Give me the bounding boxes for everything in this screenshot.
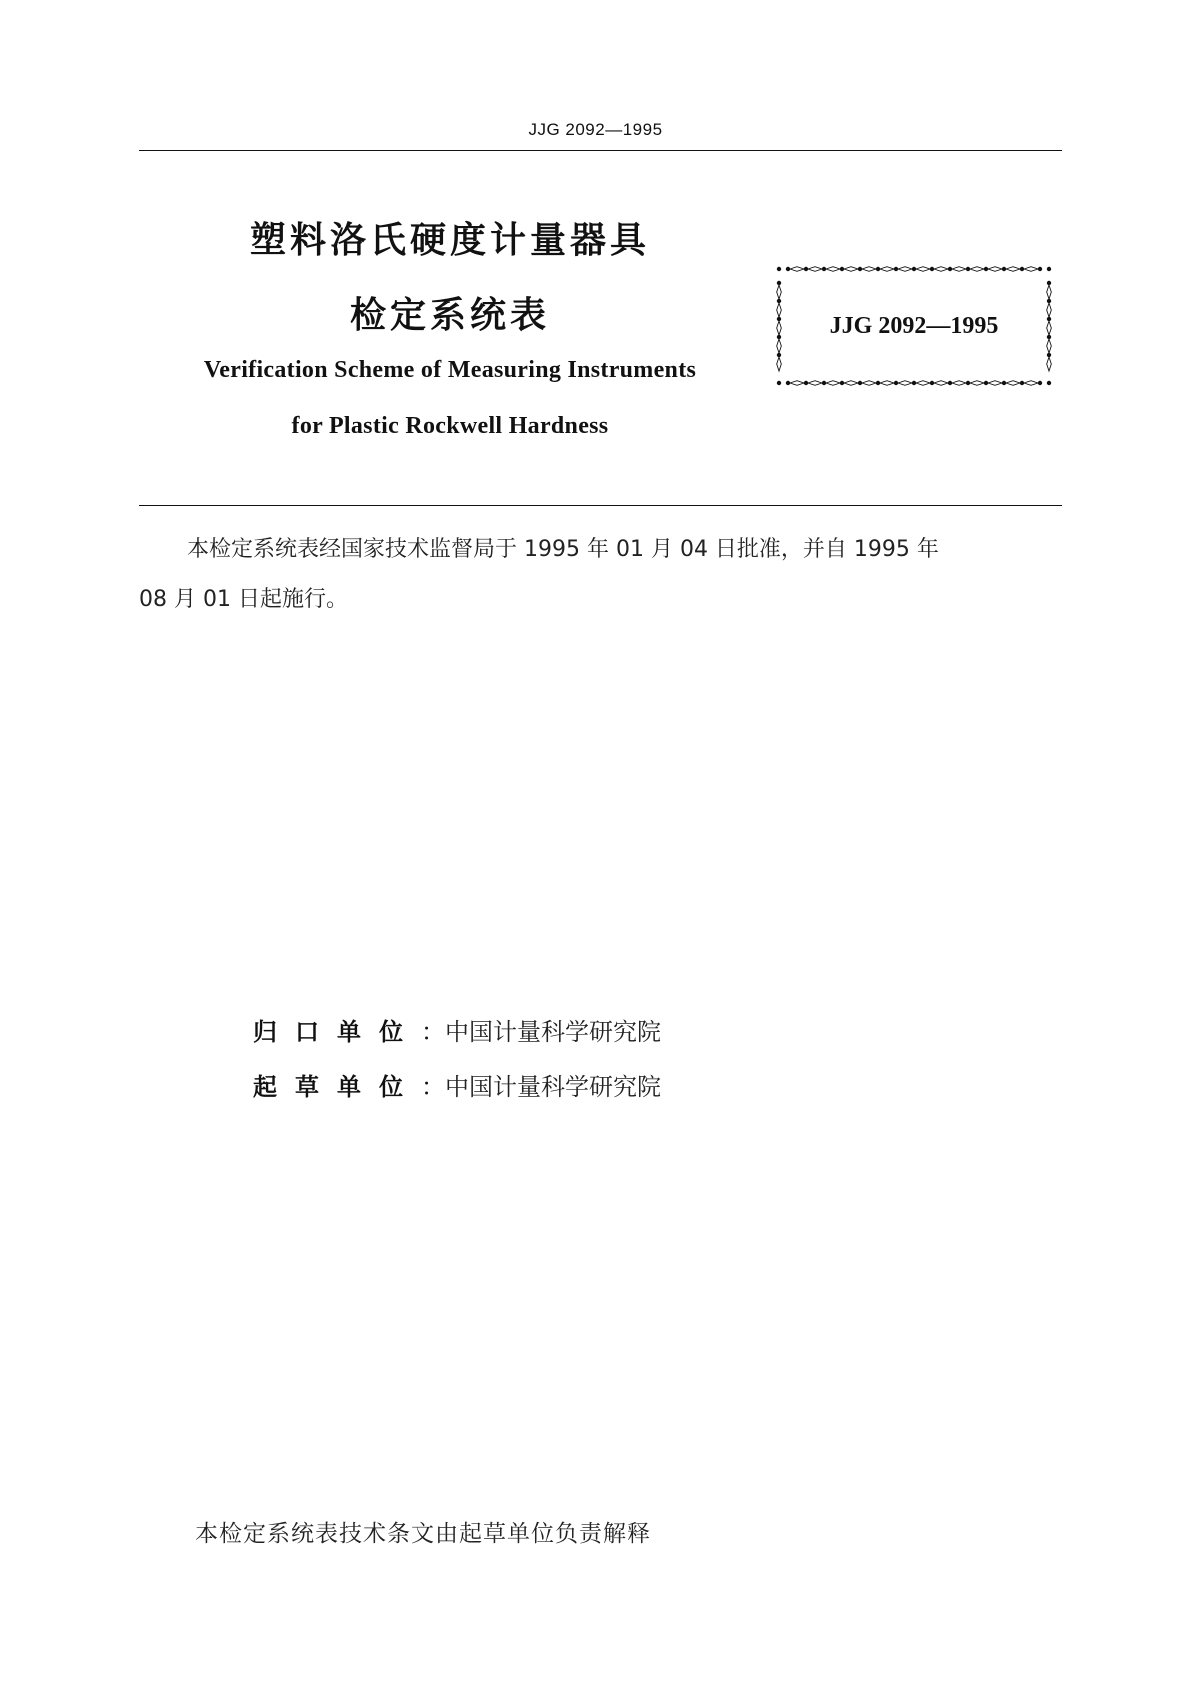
approval-line-1: 本检定系统表经国家技术监督局于 1995 年 01 月 04 日批准，并自 1995 年: [187, 537, 939, 562]
header-rule: [139, 150, 1062, 151]
title-cn-line2: 检定系统表: [349, 295, 550, 336]
unit-colon: ：: [421, 1073, 445, 1101]
standard-code: JJG 2092—1995: [829, 313, 999, 339]
running-header-code: JJG 2092—1995: [528, 120, 663, 139]
unit-value: 中国计量科学研究院: [445, 1073, 661, 1101]
unit-row-drafting: [253, 1067, 953, 1102]
unit-value: 中国计量科学研究院: [445, 1018, 661, 1046]
title-en-line2: for Plastic Rockwell Hardness: [291, 413, 609, 439]
standard-code-box: [773, 263, 1055, 389]
approval-paragraph: [139, 525, 1062, 625]
footer-note: 本检定系统表技术条文由起草单位负责解释: [195, 1521, 651, 1547]
title-en-line1: Verification Scheme of Measuring Instruments: [203, 357, 697, 383]
unit-label: 归口单位: [253, 1018, 421, 1046]
title-cn-line1: 塑料洛氏硬度计量器具: [249, 220, 650, 261]
unit-label: 起草单位: [253, 1073, 421, 1101]
approval-line-2: 08 月 01 日起施行。: [139, 587, 348, 612]
unit-colon: ：: [421, 1018, 445, 1046]
title-rule: [139, 505, 1062, 506]
unit-row-responsible: [253, 1012, 953, 1047]
